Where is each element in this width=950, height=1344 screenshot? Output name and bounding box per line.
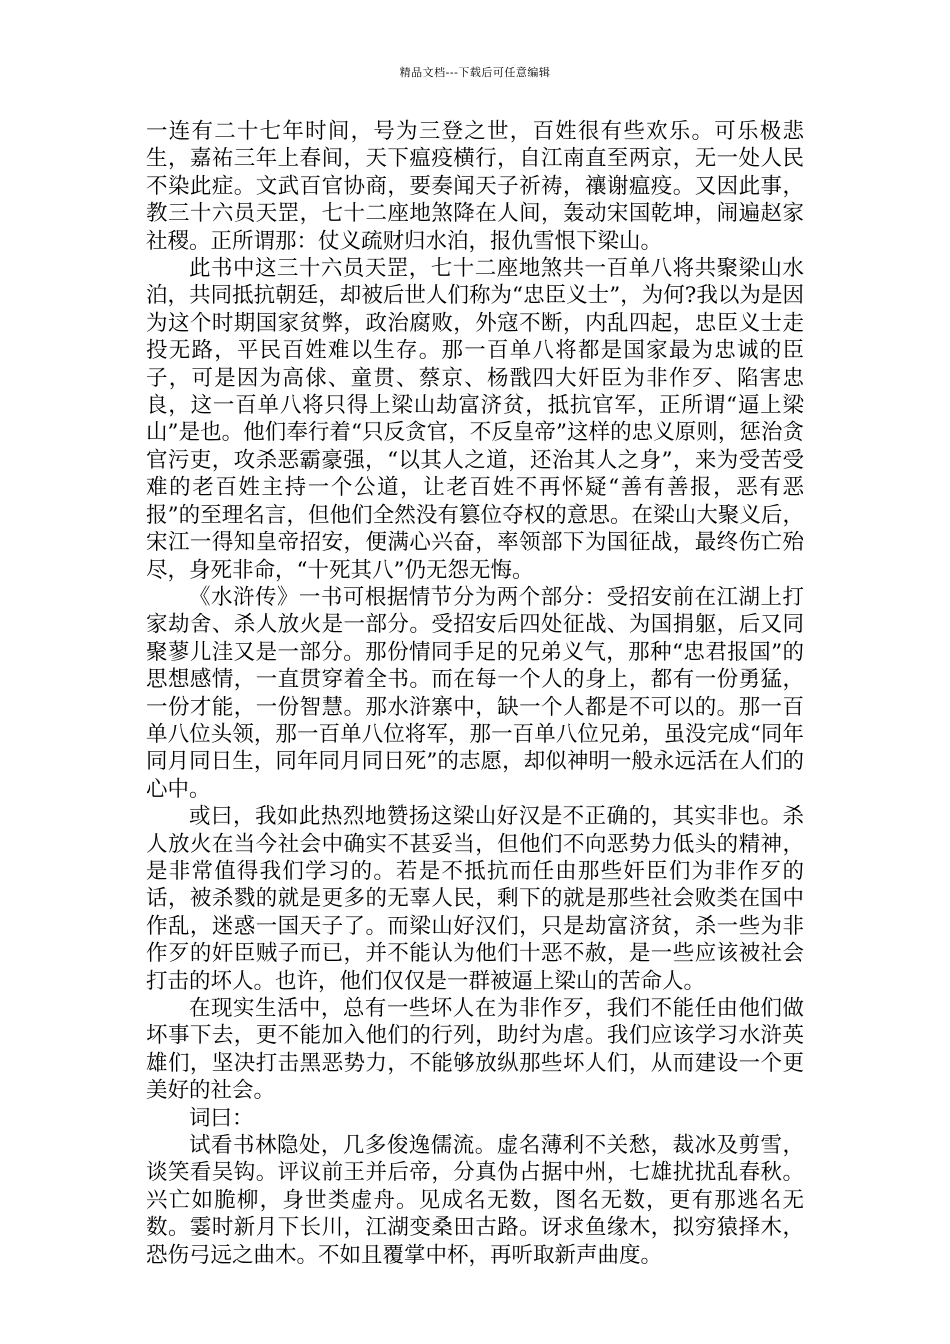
paragraph-1: 一连有二十七年时间，号为三登之世，百姓很有些欢乐。可乐极悲生，嘉祐三年上春间，天下瘟疫横行，自江南直至两京，无一处人民不染此症。文武百官协商，要奏闻天子祈祷，禳谢瘟疫。又因此事，教三十六员天罡，七十二座地煞降在人间，轰动宋国乾坤，闹遍赵家社稷。正所谓那：仗义疏财归水泊，报仇雪恨下梁山。 [146, 119, 804, 254]
page-header: 精品文档---下载后可任意编辑 [399, 66, 551, 79]
paragraph-7: 试看书林隐处，几多俊逸儒流。虚名薄利不关愁，裁冰及剪雪，谈笑看吴钩。评议前王并后帝，分真伪占据中州，七雄扰扰乱春秋。兴亡如脆柳，身世类虚舟。见成名无数，图名无数，更有那逃名无数。霎时新月下长川，江湖变桑田古路。讶求鱼缘木，拟穷猿择木，恐伤弓远之曲木。不如且覆掌中杯，再听取新声曲度。 [146, 1133, 804, 1268]
paragraph-2: 此书中这三十六员天罡，七十二座地煞共一百单八将共聚梁山水泊，共同抵抗朝廷，却被后世人们称为“忠臣义士”，为何?我以为是因为这个时期国家贫弊，政治腐败，外寇不断，内乱四起，忠臣义士走投无路，平民百姓难以生存。那一百单八将都是国家最为忠诚的臣子，可是因为高俅、童贯、蔡京、杨戬四大奸臣为非作歹、陷害忠良，这一百单八将只得上梁山劫富济贫，抵抗官军，正所谓“逼上梁山”是也。他们奉行着“只反贪官，不反皇帝”这样的忠义原则，惩治贪官污吏，攻杀恶霸豪强，“以其人之道，还治其人之身”，来为受苦受难的老百姓主持一个公道，让老百姓不再怀疑“善有善报，恶有恶报”的至理名言，但他们全然没有篡位夺权的意思。在梁山大聚义后，宋江一得知皇帝招安，便满心兴奋，率领部下为国征战，最终伤亡殆尽，身死非命，“十死其八”仍无怨无悔。 [146, 256, 804, 583]
paragraph-3: 《水浒传》一书可根据情节分为两个部分：受招安前在江湖上打家劫舍、杀人放火是一部分。受招安后四处征战、为国捐躯，后又同聚蓼儿洼又是一部分。那份情同手足的兄弟义气，那种“忠君报国”的思想感情，一直贯穿着全书。而在每一个人的身上，都有一份勇猛，一份才能，一份智慧。那水浒寨中，缺一个人都是不可以的。那一百单八位头领，那一百单八位将军，那一百单八位兄弟，虽没完成“同年同月同日生，同年同月同日死”的志愿，却似神明一般永远活在人们的心中。 [146, 584, 804, 802]
paragraph-5: 在现实生活中，总有一些坏人在为非作歹，我们不能任由他们做坏事下去，更不能加入他们的行列，助纣为虐。我们应该学习水浒英雄们，坚决打击黑恶势力，不能够放纵那些坏人们，从而建设一个更美好的社会。 [146, 996, 804, 1104]
paragraph-6: 词曰： [189, 1105, 254, 1131]
paragraph-4: 或曰，我如此热烈地赞扬这梁山好汉是不正确的，其实非也。杀人放火在当今社会中确实不甚妥当，但他们不向恶势力低头的精神，是非常值得我们学习的。若是不抵抗而任由那些奸臣们为非作歹的话，被杀戮的就是更多的无辜人民，剩下的就是那些社会败类在国中作乱，迷惑一国天子了。而梁山好汉们，只是劫富济贫，杀一些为非作歹的奸臣贼子而已，并不能认为他们十恶不赦，是一些应该被社会打击的坏人。也许，他们仅仅是一群被逼上梁山的苦命人。 [146, 804, 804, 994]
document-body [146, 118, 804, 1269]
